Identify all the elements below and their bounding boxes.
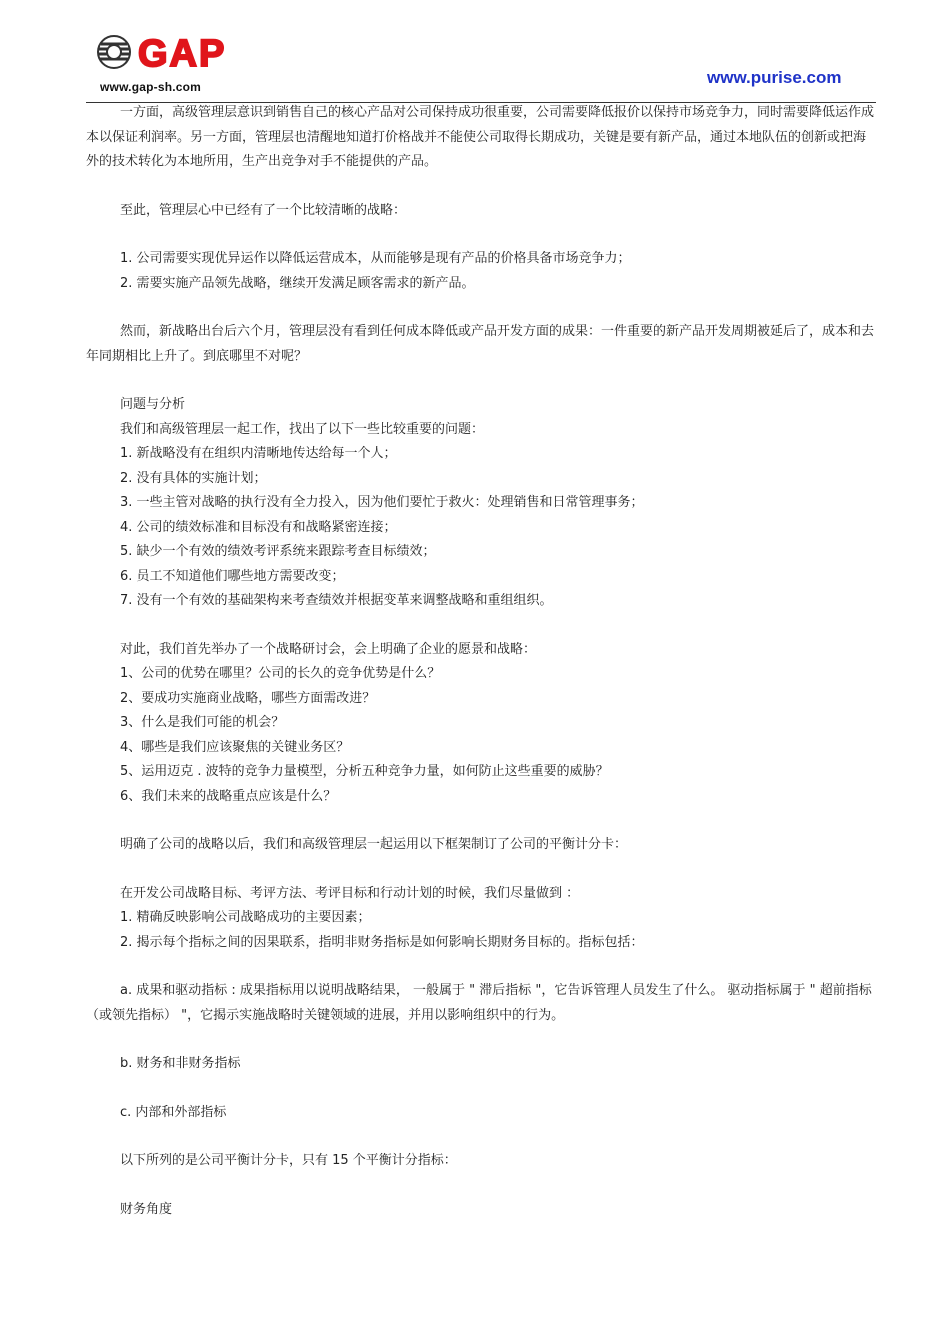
workshop-item: 5、运用迈克 . 波特的竞争力量模型，分析五种竞争力量，如何防止这些重要的威胁？ — [120, 764, 609, 779]
paragraph-aims-lead: 在开发公司战略目标、考评方法、考评目标和行动计划的时候，我们尽量做到 ： — [120, 885, 580, 901]
problem-item: 3. 一些主管对战略的执行没有全力投入，因为他们要忙于救火：处理销售和日常管理事务； — [120, 495, 644, 510]
indicator-item-b: b. 财务和非财务指标 — [120, 1056, 241, 1071]
problem-item: 1. 新战略没有在组织内清晰地传达给每一个人； — [120, 446, 397, 461]
gap-logo-mark — [96, 30, 256, 76]
document-body — [86, 101, 876, 1222]
paragraph-outcome: 然而，新战略出台后六个月，管理层没有看到任何成本降低或产品开发方面的成果：一件重要的新产品开发周期被延后了，成本和去年同期相比上升了。到底哪里不对呢？ — [86, 324, 875, 364]
problem-intro: 我们和高级管理层一起工作，找出了以下一些比较重要的问题： — [120, 421, 485, 437]
problem-item: 5. 缺少一个有效的绩效考评系统来跟踪考查目标绩效； — [120, 544, 436, 559]
problem-item: 7. 没有一个有效的基础架构来考查绩效并根据变革来调整战略和重组组织。 — [120, 593, 553, 608]
indicator-item-c: c. 内部和外部指标 — [120, 1104, 227, 1120]
workshop-item: 2、要成功实施商业战略，哪些方面需改进？ — [120, 690, 376, 706]
aim-item: 1. 精确反映影响公司战略成功的主要因素； — [120, 910, 371, 925]
section-heading-financial: 财务角度 — [120, 1201, 173, 1217]
logo-url[interactable]: www.gap-sh.com — [100, 80, 202, 94]
indicator-item-a: a. 成果和驱动指标 : 成果指标用以说明战略结果， 一般属于 " 滞后指标 "，它告诉管理人员发生了什么。 驱动指标属于 " 超前指标（或领先指标） "，它揭示实施战略时关键领域的进展，并用以影响组织中的行为。 — [86, 983, 872, 1023]
paragraph-strategy-lead: 至此，管理层心中已经有了一个比较清晰的战略： — [120, 202, 407, 218]
problem-item: 4. 公司的绩效标准和目标没有和战略紧密连接； — [120, 519, 397, 535]
strategy-item: 1. 公司需要实现优异运作以降低运营成本，从而能够是现有产品的价格具备市场竞争力； — [120, 251, 631, 266]
workshop-item: 6、我们未来的战略重点应该是什么？ — [120, 788, 337, 804]
workshop-item: 4、哪些是我们应该聚焦的关键业务区？ — [120, 739, 350, 755]
strategy-item: 2. 需要实施产品领先战略，继续开发满足顾客需求的新产品。 — [120, 275, 475, 291]
problem-item: 6. 员工不知道他们哪些地方需要改变； — [120, 568, 345, 584]
paragraph-scorecard-lead: 以下所列的是公司平衡计分卡，只有 15 个平衡计分指标： — [120, 1153, 457, 1168]
page-header — [0, 0, 950, 104]
workshop-item: 1、公司的优势在哪里？公司的长久的竞争优势是什么？ — [120, 666, 441, 681]
logo-wordmark: GAP — [138, 33, 227, 75]
site-url-link[interactable]: www.purise.com — [707, 68, 842, 87]
paragraph-framework: 明确了公司的战略以后，我们和高级管理层一起运用以下框架制订了公司的平衡计分卡： — [120, 837, 628, 852]
aim-item: 2. 揭示每个指标之间的因果联系，指明非财务指标是如何影响长期财务目标的。指标包括： — [120, 934, 644, 950]
workshop-intro: 对此，我们首先举办了一个战略研讨会，会上明确了企业的愿景和战略： — [120, 641, 537, 657]
paragraph-intro: 一方面，高级管理层意识到销售自己的核心产品对公司保持成功很重要，公司需要降低报价以保持市场竞争力，同时需要降低运作成本以保证利润率。另一方面，管理层也清醒地知道打价格战并不能使公司取得长期成功，关键是要有新产品，通过本地队伍的创新或把海外的技术转化为本地所用，生产出竞争对手不能提供的产品。 — [86, 105, 875, 169]
section-heading: 问题与分析 — [120, 397, 186, 412]
problem-item: 2. 没有具体的实施计划； — [120, 470, 267, 486]
workshop-item: 3、什么是我们可能的机会？ — [120, 715, 285, 730]
